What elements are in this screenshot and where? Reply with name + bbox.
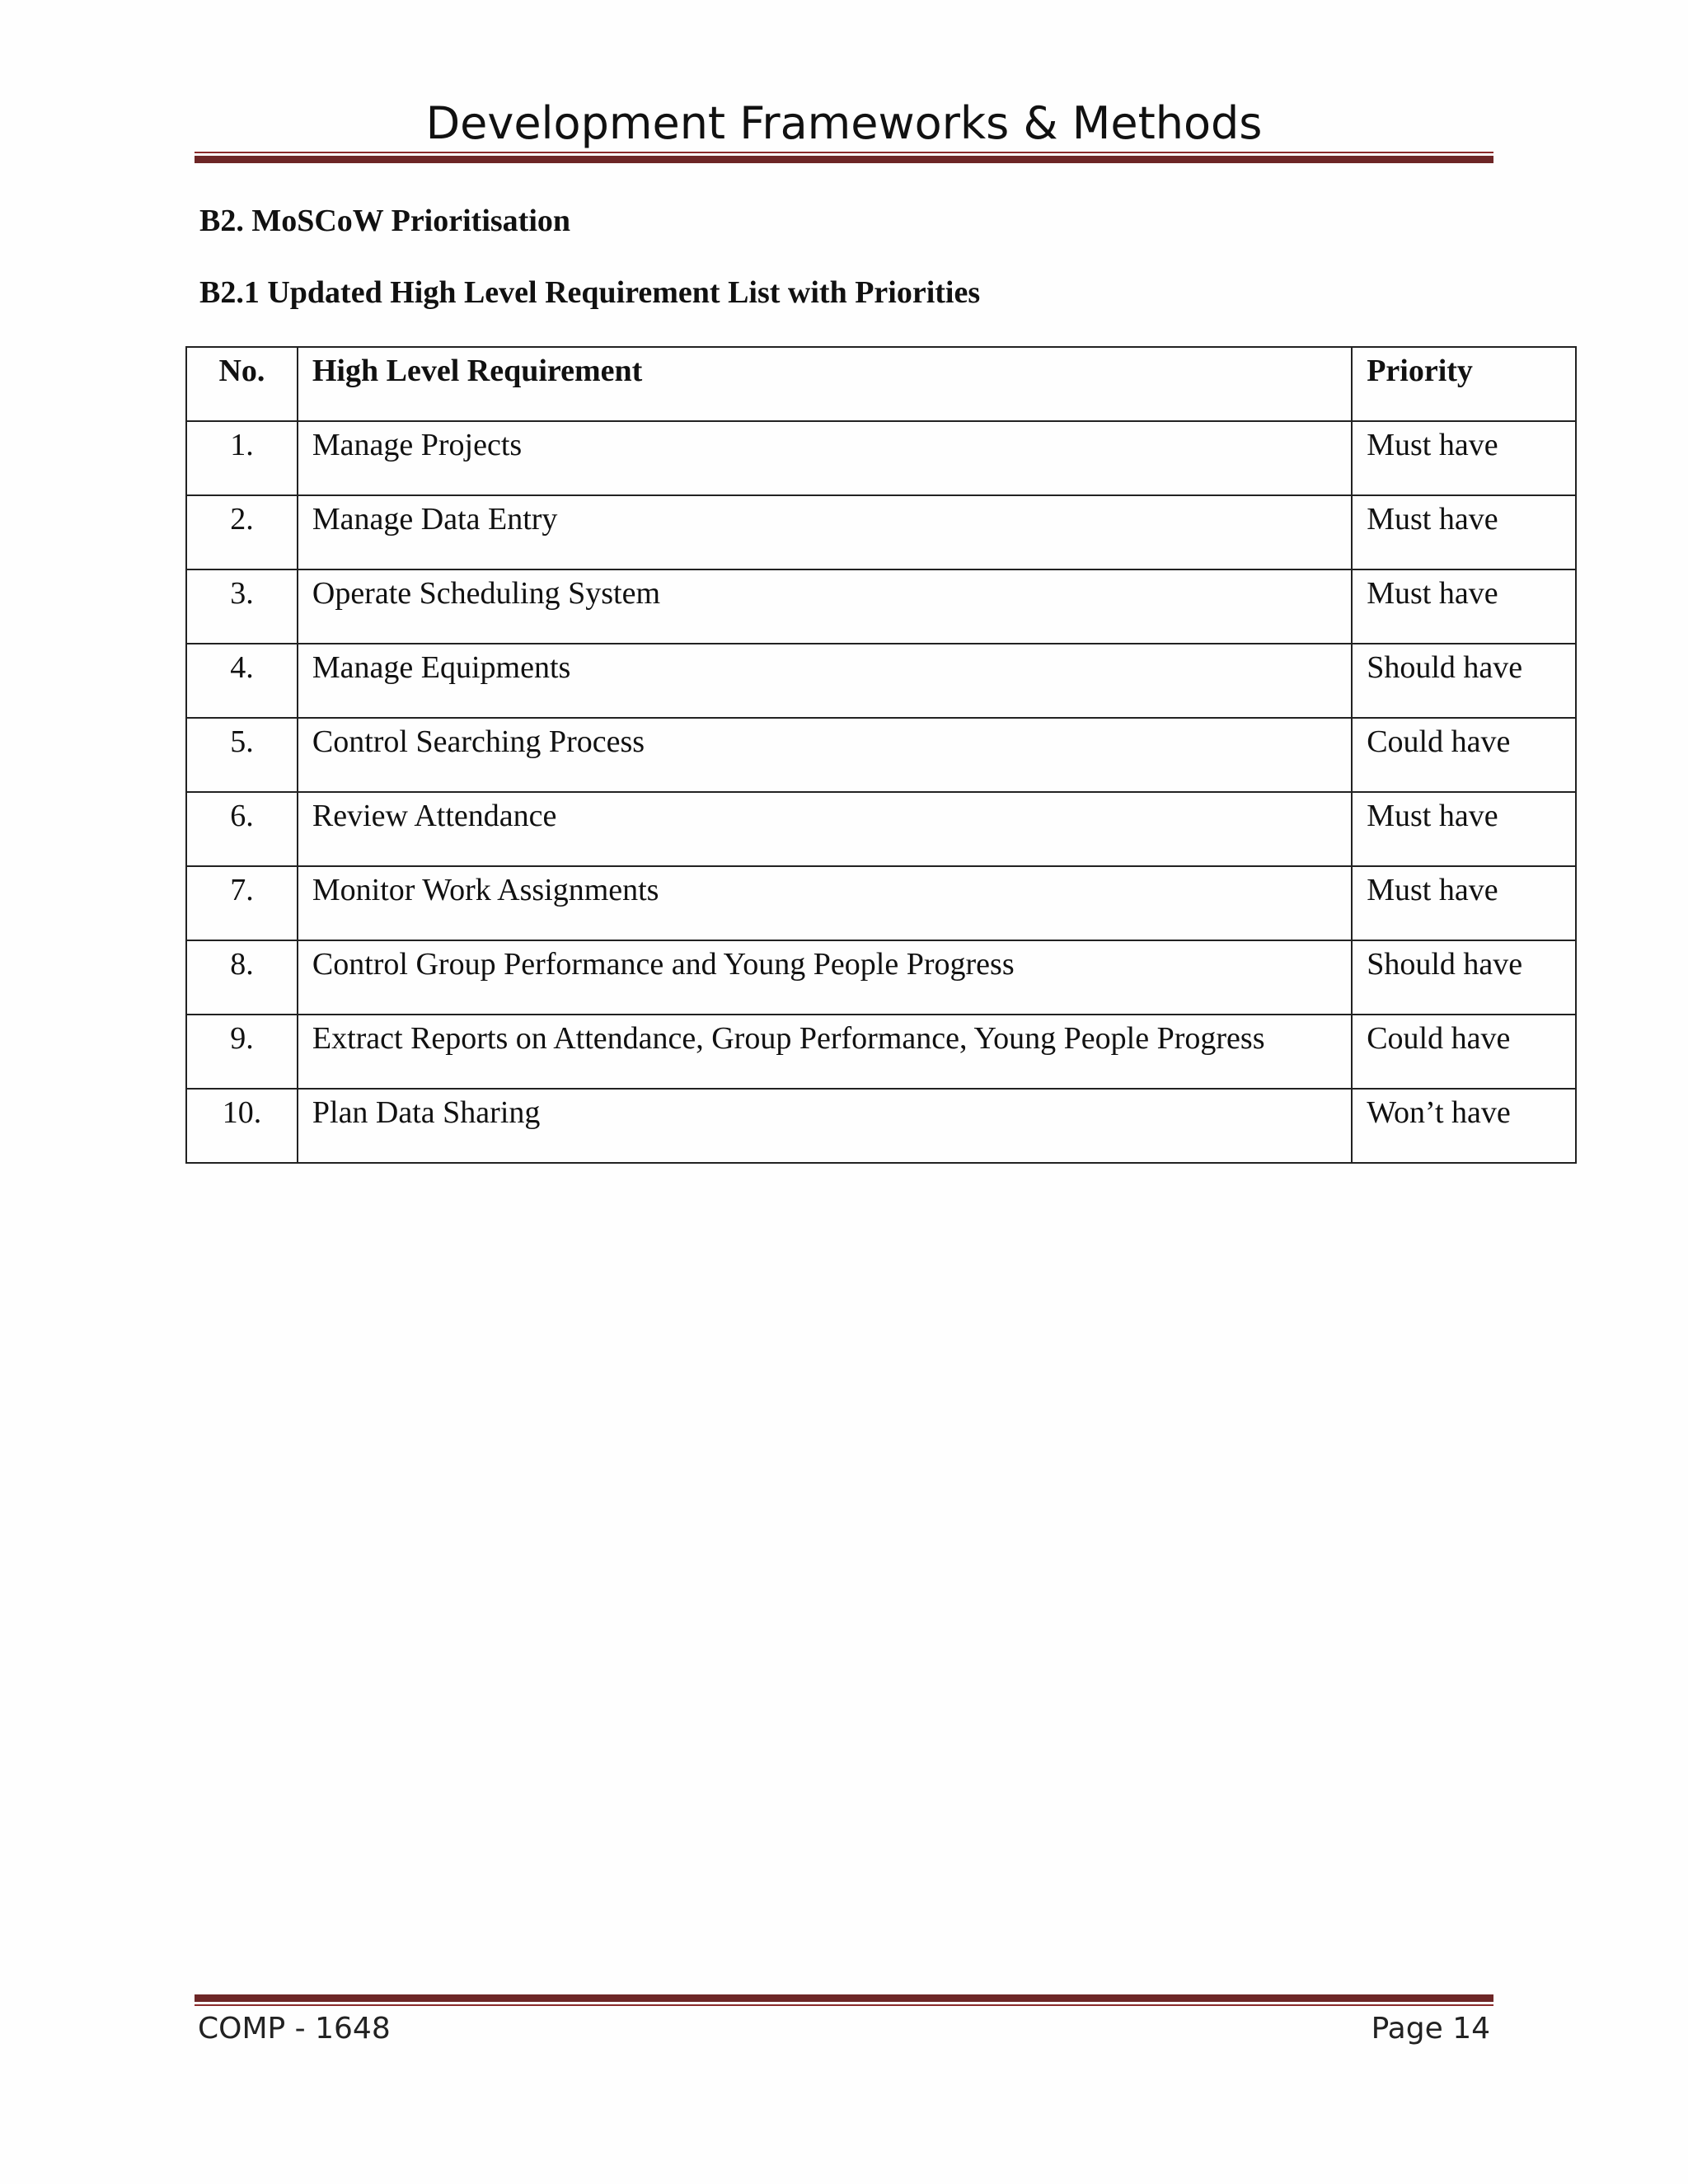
footer-page-number: Page 14 [1371,2012,1490,2046]
priority-cell: Won’t have [1352,1089,1576,1163]
priority-cell: Should have [1352,940,1576,1015]
requirement-cell: Manage Equipments [298,644,1352,718]
requirement-cell: Review Attendance [298,792,1352,866]
table-row [186,1089,1576,1163]
table-row [186,1015,1576,1089]
table-row [186,792,1576,866]
requirement-cell: Monitor Work Assignments [298,866,1352,940]
table-row [186,421,1576,495]
table-row [186,718,1576,792]
row-number-cell: 7. [186,866,298,940]
table-row [186,866,1576,940]
row-number-cell: 1. [186,421,298,495]
footer-rule [195,1994,1493,2006]
priority-cell: Must have [1352,792,1576,866]
row-number-cell: 8. [186,940,298,1015]
requirement-cell: Extract Reports on Attendance, Group Performance, Young People Progress [298,1015,1352,1089]
priority-cell: Should have [1352,644,1576,718]
table-row [186,495,1576,569]
requirement-cell: Control Searching Process [298,718,1352,792]
column-header-requirement: High Level Requirement [298,347,1352,421]
row-number-cell: 6. [186,792,298,866]
row-number-cell: 2. [186,495,298,569]
priority-cell: Must have [1352,495,1576,569]
section-heading-b2: B2. MoSCoW Prioritisation [199,204,571,238]
priority-cell: Must have [1352,866,1576,940]
priority-cell: Must have [1352,421,1576,495]
requirement-cell: Plan Data Sharing [298,1089,1352,1163]
page-header-title: Development Frameworks & Methods [425,97,1263,149]
table-row [186,940,1576,1015]
row-number-cell: 4. [186,644,298,718]
section-heading-b21: B2.1 Updated High Level Requirement List with Priorities [199,275,981,310]
table-row [186,644,1576,718]
column-header-no: No. [186,347,298,421]
priority-cell: Could have [1352,718,1576,792]
row-number-cell: 5. [186,718,298,792]
requirements-table [185,346,1577,1164]
header-rule-thin [195,152,1493,153]
priority-cell: Must have [1352,569,1576,644]
requirement-cell: Control Group Performance and Young People Progress [298,940,1352,1015]
requirement-cell: Manage Projects [298,421,1352,495]
header-rule-thick [195,156,1493,163]
row-number-cell: 10. [186,1089,298,1163]
column-header-priority: Priority [1352,347,1576,421]
table-row [186,569,1576,644]
footer-rule-thin [195,2004,1493,2006]
row-number-cell: 3. [186,569,298,644]
header-rule [195,152,1493,163]
row-number-cell: 9. [186,1015,298,1089]
priority-cell: Could have [1352,1015,1576,1089]
table-header-row [186,347,1576,421]
footer-rule-thick [195,1994,1493,2002]
requirement-cell: Manage Data Entry [298,495,1352,569]
footer-course-code: COMP - 1648 [198,2012,391,2046]
requirement-cell: Operate Scheduling System [298,569,1352,644]
